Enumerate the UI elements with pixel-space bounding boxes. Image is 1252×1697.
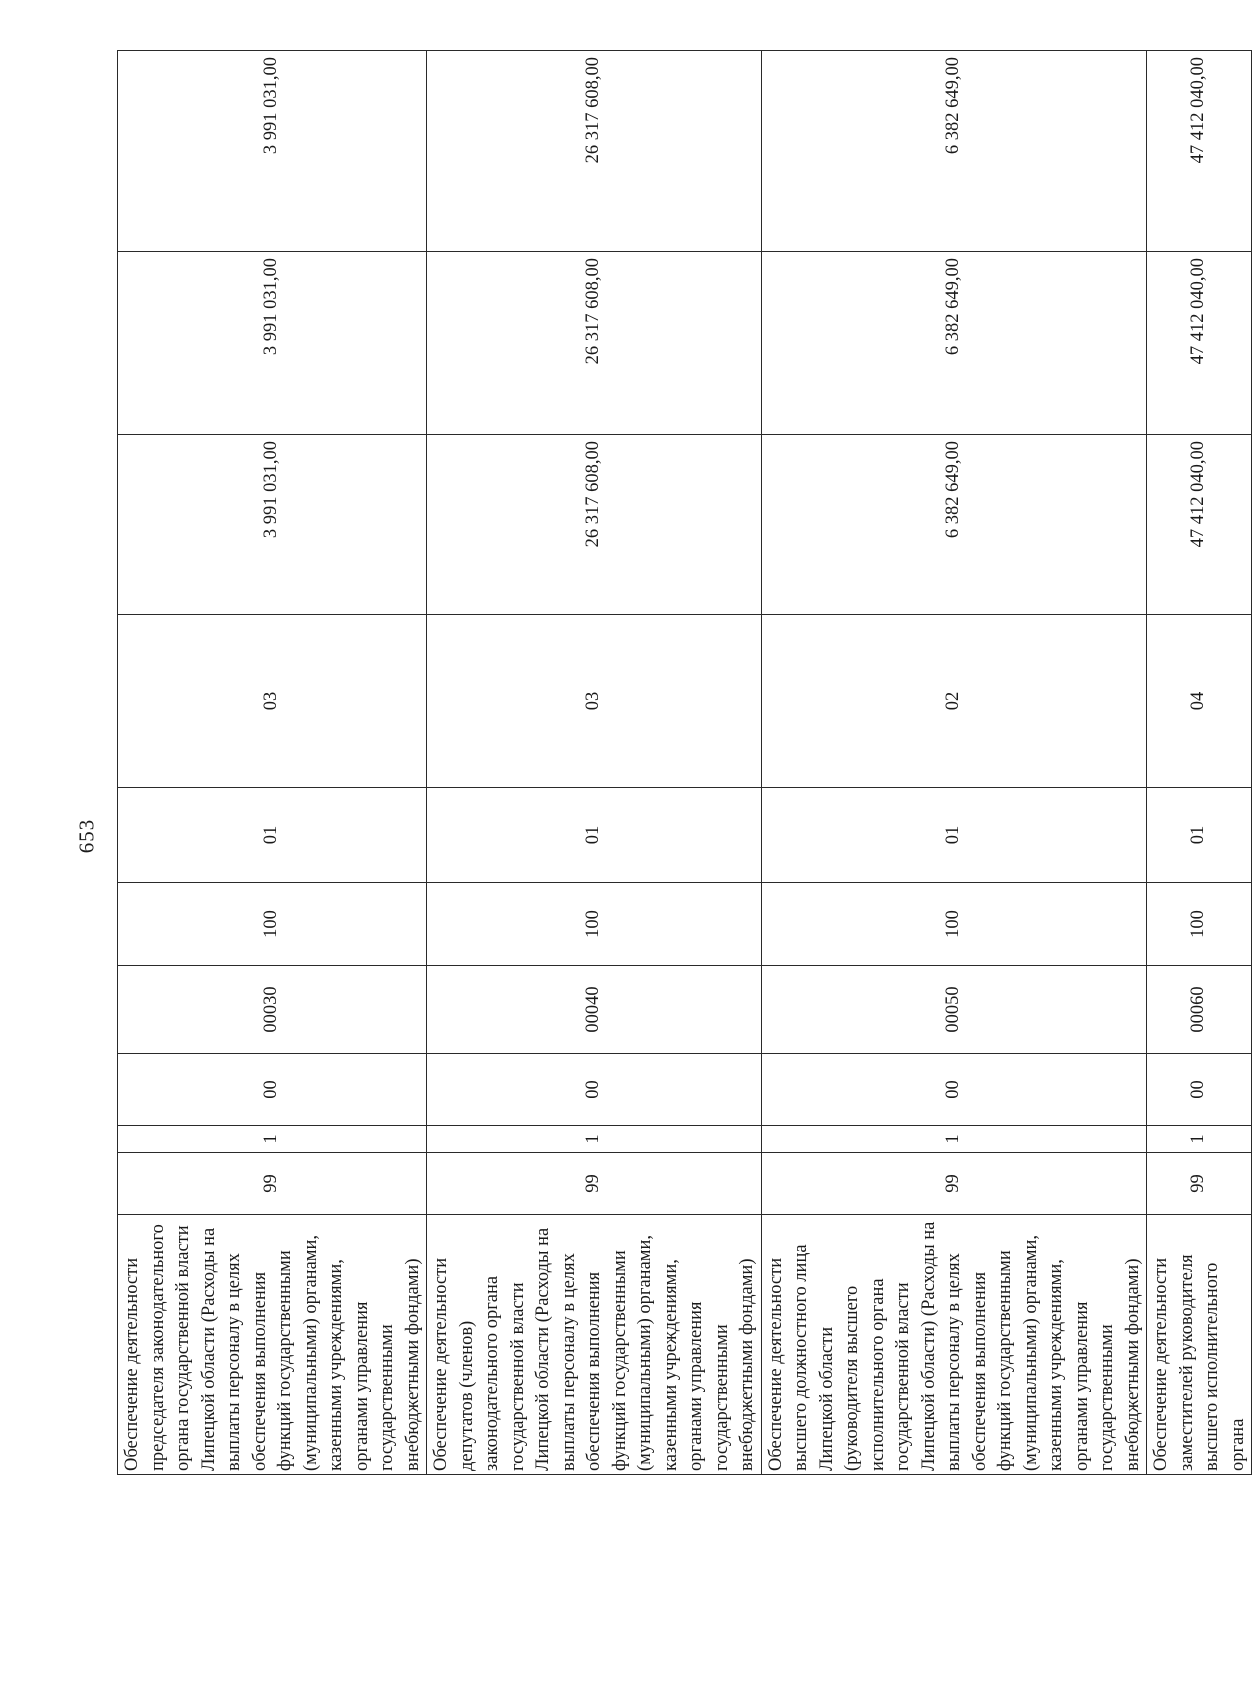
main-event-code: 00 — [118, 1054, 427, 1126]
program-code: 99 — [118, 1153, 427, 1215]
table-row — [118, 51, 427, 1475]
direction-code: 00040 — [427, 966, 762, 1054]
amount-2: 47 412 040,00 — [1147, 252, 1252, 435]
program-code: 99 — [1147, 1153, 1252, 1215]
subprogram-code: 1 — [1147, 1126, 1252, 1153]
subprogram-code: 1 — [427, 1126, 762, 1153]
amount-3: 26 317 608,00 — [427, 51, 762, 252]
expense-type-code: 100 — [1147, 883, 1252, 966]
expense-name: Обеспечение деятельности депутатов (членов) законодательного органа государственной власти Липецкой области (Расходы на выплаты персоналу в целях обеспечения выполнения функций государственными (муниципальными) органами, казенными учреждениями, органами управления государственными внебюджетными фондами) — [427, 1215, 762, 1475]
amount-1: 26 317 608,00 — [427, 435, 762, 615]
table-row — [1147, 51, 1252, 1475]
subsection-code: 02 — [761, 615, 1147, 788]
main-event-code: 00 — [1147, 1054, 1252, 1126]
amount-1: 6 382 649,00 — [761, 435, 1147, 615]
expense-type-code: 100 — [118, 883, 427, 966]
section-code: 01 — [761, 788, 1147, 883]
amount-1: 3 991 031,00 — [118, 435, 427, 615]
section-code: 01 — [118, 788, 427, 883]
subsection-code: 04 — [1147, 615, 1252, 788]
expense-name: Обеспечение деятельности председателя законодательного органа государственной власти Липецкой области (Расходы на выплаты персоналу в целях обеспечения выполнения функций государственными (муниципальными) органами, казенными учреждениями, органами управления государственными внебюджетными фондами) — [118, 1215, 427, 1475]
expense-type-code: 100 — [761, 883, 1147, 966]
main-event-code: 00 — [427, 1054, 762, 1126]
subprogram-code: 1 — [118, 1126, 427, 1153]
subsection-code: 03 — [427, 615, 762, 788]
subprogram-code: 1 — [761, 1126, 1147, 1153]
expense-name: Обеспечение деятельности высшего должностного лица Липецкой области (руководителя высшего исполнительного органа государственной власти Липецкой области) (Расходы на выплаты персоналу в целях обеспечения выполнения функций государственными (муниципальными) органами, казенными учреждениями, органами управления государственными внебюджетными фондами) — [761, 1215, 1147, 1475]
amount-3: 6 382 649,00 — [761, 51, 1147, 252]
direction-code: 00030 — [118, 966, 427, 1054]
expense-name: Обеспечение деятельности заместителей руководителя высшего исполнительного органа — [1147, 1215, 1252, 1475]
amount-2: 26 317 608,00 — [427, 252, 762, 435]
program-code: 99 — [427, 1153, 762, 1215]
amount-3: 47 412 040,00 — [1147, 51, 1252, 252]
amount-2: 3 991 031,00 — [118, 252, 427, 435]
amount-1: 47 412 040,00 — [1147, 435, 1252, 615]
direction-code: 00050 — [761, 966, 1147, 1054]
amount-2: 6 382 649,00 — [761, 252, 1147, 435]
section-code: 01 — [1147, 788, 1252, 883]
program-code: 99 — [761, 1153, 1147, 1215]
table-row — [761, 51, 1147, 1475]
budget-table — [117, 50, 1252, 1475]
direction-code: 00060 — [1147, 966, 1252, 1054]
page-number: 653 — [74, 818, 99, 854]
table-row — [427, 51, 762, 1475]
amount-3: 3 991 031,00 — [118, 51, 427, 252]
section-code: 01 — [427, 788, 762, 883]
subsection-code: 03 — [118, 615, 427, 788]
main-event-code: 00 — [761, 1054, 1147, 1126]
expense-type-code: 100 — [427, 883, 762, 966]
